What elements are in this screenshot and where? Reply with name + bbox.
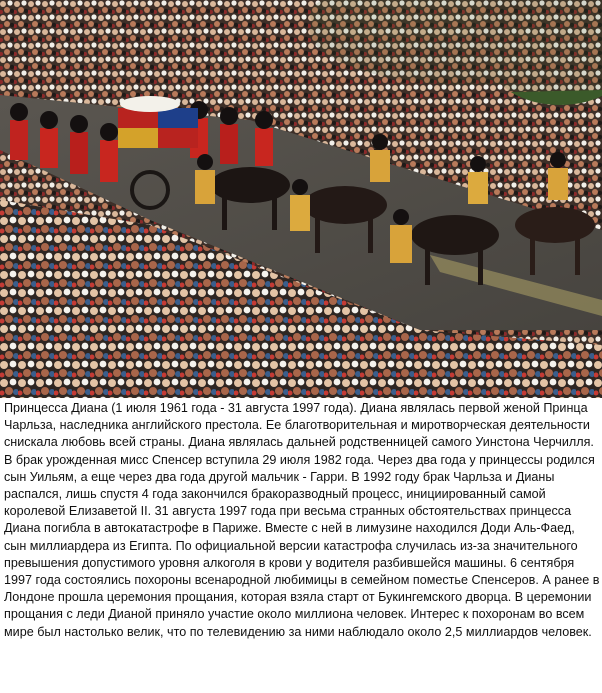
- caption-text: Принцесса Диана (1 июля 1961 года - 31 августа 1997 года). Диана являлась первой женой Принца Чарльза, наследника английского престола. Ее благотворительная и миротворческая деятельности снискала любовь всей страны. Диана являлась дальней родственницей самого Уинстона Черчилля. В брак урожденная мисс Спенсер вступила 29 июля 1982 года. Через два года у принцессы родился сын Уильям, а еще через два года другой мальчик - Гарри. В 1992 году брак Чарльза и Дианы распался, лишь спустя 4 года закончился бракоразводный процесс, инициированный самой королевой Елизаветой II. 31 августа 1997 года при весьма странных обстоятельствах принцесса Диана погибла в автокатастрофе в Париже. Вместе с ней в лимузине находился Доди Аль-Фаед, сын миллиардера из Египта. По официальной версии катастрофа случилась из-за значительного превышения допустимого уровня алкоголя в крови у водителя разбившейся машины. 6 сентября 1997 года состоялись похороны всенародной любимицы в семейном поместье Спенсеров. А ранее в Лондоне прошла церемония прощания, которая взяла старт от Букингемского дворца. В церемонии прощания с леди Дианой приняло участие около миллиона человек. Интерес к похоронам во всем мире был настолько велик, что по телевидению за ними наблюдало около 2,5 миллиардов человек.: [4, 401, 600, 639]
